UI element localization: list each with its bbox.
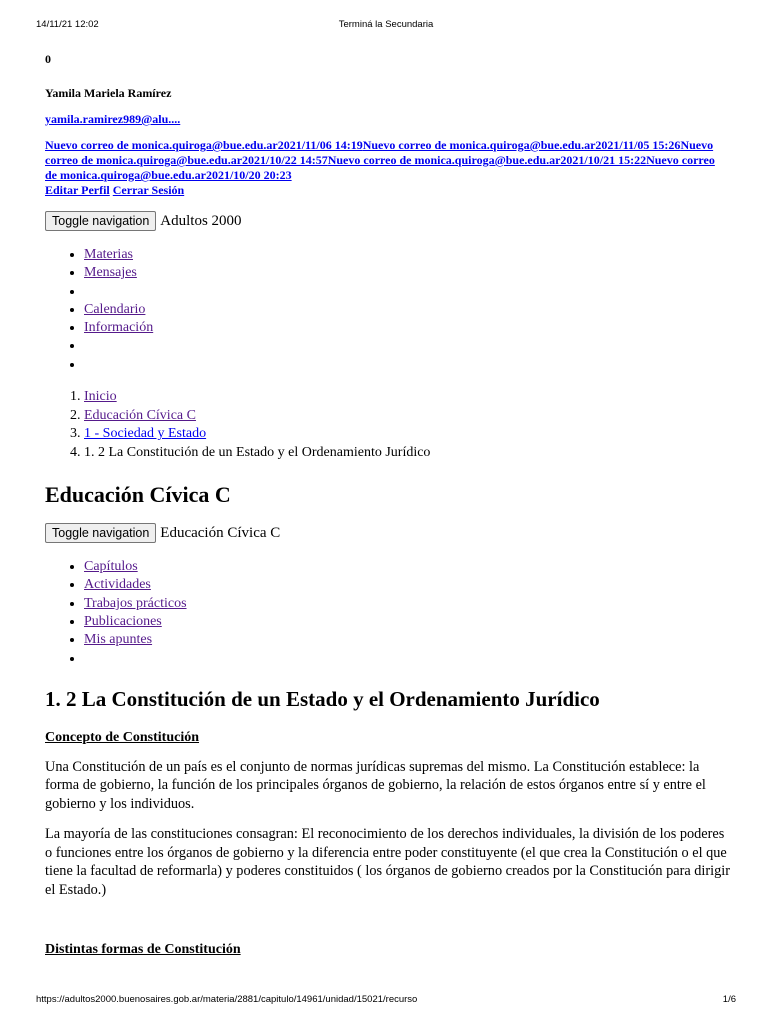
course-menu-item: [84, 595, 735, 613]
print-page-number: 1/6: [722, 994, 736, 1005]
section-heading-concepto: Concepto de Constitución: [45, 729, 200, 745]
paragraph-2: La mayoría de las constituciones consagran: El reconocimiento de los derechos individuales, la división de los poderes o funciones entre los órganos de gobierno y la diferencia entre poder constituyente (el que crea la Constitución o el que tiene la facultad de reformarla) y poderes constituidos ( los órganos de gobierno creados por la Constitución para dirigir el Estado.): [45, 826, 730, 898]
print-footer: [36, 994, 736, 1008]
course-link-trabajos-practicos[interactable]: Trabajos prácticos: [84, 595, 187, 611]
notification-link[interactable]: Nuevo correo de monica.quiroga@bue.edu.ar2021/11/06 14:19: [45, 138, 363, 152]
notification-link[interactable]: Nuevo correo de monica.quiroga@bue.edu.ar2021/10/20 20:23: [45, 153, 715, 182]
course-navbar: [45, 522, 735, 544]
breadcrumb-link-course[interactable]: Educación Cívica C: [84, 407, 196, 423]
notifications-list: [45, 138, 715, 183]
menu-item-informacion: [84, 319, 735, 337]
breadcrumb-item: [84, 425, 735, 444]
paragraph-1: Una Constitución de un país es el conjunto de normas jurídicas supremas del mismo. La Constitución establece: la forma de gobierno, la función de los principales órganos de gobierno, la relación de estos órganos entre sí y entre el gobierno y los individuos.: [45, 758, 706, 812]
print-header: [36, 19, 736, 33]
menu-link-calendario[interactable]: Calendario: [84, 301, 146, 317]
section-heading-formas: Distintas formas de Constitución: [45, 942, 241, 958]
print-datetime: 14/11/21 12:02: [36, 19, 99, 30]
course-navbar-brand: Educación Cívica C: [160, 524, 281, 541]
notification-link[interactable]: Nuevo correo de monica.quiroga@bue.edu.ar2021/11/05 15:26: [362, 138, 681, 152]
notifications-count: 0: [45, 52, 51, 66]
menu-item-materias: [84, 246, 735, 264]
course-link-capitulos[interactable]: Capítulos: [84, 559, 138, 575]
menu-link-mensajes[interactable]: Mensajes: [84, 265, 137, 281]
edit-profile-link[interactable]: Editar Perfil: [45, 183, 110, 197]
course-menu-item: [84, 576, 735, 594]
course-toggle-navigation-button[interactable]: Toggle navigation: [45, 523, 156, 543]
logout-link[interactable]: Cerrar Sesión: [112, 183, 185, 197]
breadcrumb-item: [84, 407, 735, 426]
menu-item-empty: [84, 356, 735, 374]
course-menu-item: [84, 631, 735, 649]
breadcrumb-link-unit[interactable]: 1 - Sociedad y Estado: [84, 426, 207, 442]
course-menu: [45, 558, 735, 668]
main-navbar: [45, 210, 735, 232]
menu-item-empty: [84, 283, 735, 301]
course-menu-item: [84, 558, 735, 576]
toggle-navigation-button[interactable]: Toggle navigation: [45, 211, 156, 231]
user-name: Yamila Mariela Ramírez: [45, 86, 172, 100]
course-menu-item-empty: [84, 650, 735, 668]
print-document-title: Terminá la Secundaria: [338, 19, 434, 30]
notification-link[interactable]: Nuevo correo de monica.quiroga@bue.edu.ar2021/10/22 14:57: [45, 138, 714, 167]
course-link-mis-apuntes[interactable]: Mis apuntes: [84, 632, 153, 648]
course-link-publicaciones[interactable]: Publicaciones: [84, 613, 162, 629]
profile-links: [45, 183, 735, 198]
user-email-link[interactable]: yamila.ramirez989@alu....: [45, 112, 181, 126]
menu-item-empty: [84, 337, 735, 355]
menu-link-informacion[interactable]: Información: [84, 320, 154, 336]
print-url: https://adultos2000.buenosaires.gob.ar/materia/2881/capitulo/14961/unidad/15021/recurso: [36, 994, 418, 1005]
course-title: Educación Cívica C: [45, 482, 231, 508]
menu-item-calendario: [84, 301, 735, 319]
breadcrumb-link-inicio[interactable]: Inicio: [84, 389, 117, 405]
notification-link[interactable]: Nuevo correo de monica.quiroga@bue.edu.ar2021/10/21 15:22: [327, 153, 647, 167]
page-content: [45, 52, 735, 958]
article-title: 1. 2 La Constitución de un Estado y el Ordenamiento Jurídico: [45, 686, 600, 711]
breadcrumb-current: 4. 1. 2 La Constitución de un Estado y el Ordenamiento Jurídico: [84, 444, 735, 463]
user-email-row: [45, 112, 735, 130]
course-link-actividades[interactable]: Actividades: [84, 577, 151, 593]
navbar-brand: Adultos 2000: [160, 212, 242, 229]
breadcrumb-item: [84, 388, 735, 407]
breadcrumb: [45, 388, 735, 462]
main-menu: [45, 246, 735, 374]
course-menu-item: [84, 613, 735, 631]
menu-link-materias[interactable]: Materias: [84, 247, 133, 262]
menu-item-mensajes: [84, 264, 735, 282]
